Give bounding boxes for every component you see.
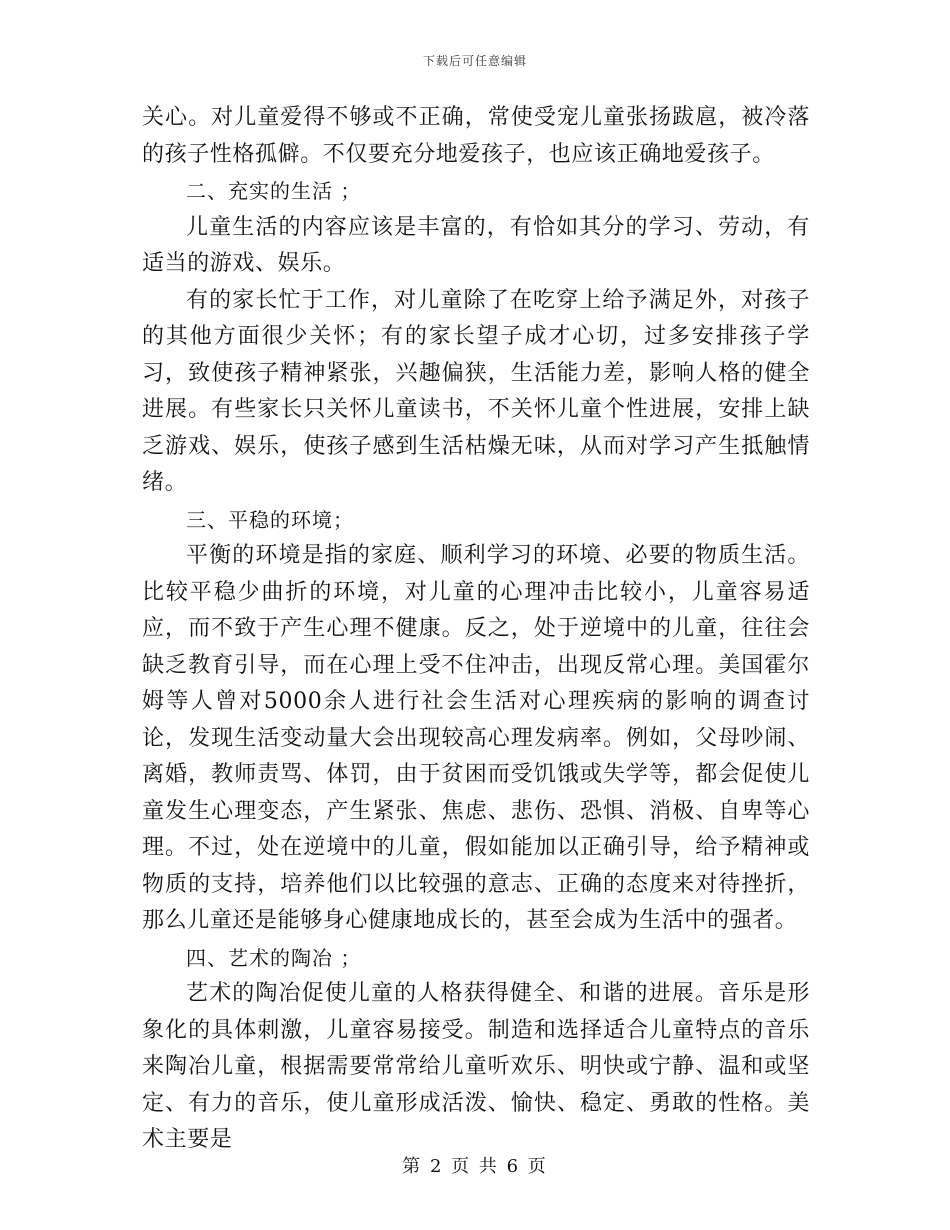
page-header: 下载后可任意编辑 (422, 54, 527, 68)
paragraph-continuation: 关心。对儿童爱得不够或不正确，常使受宠儿童张扬跋扈，被冷落的孩子性格孤僻。不仅要充分地爱孩子，也应该正确地爱孩子。 (142, 105, 810, 167)
document-body (142, 100, 810, 1159)
section-heading-2: 二、充实的生活 ； (186, 179, 362, 203)
paragraph: 艺术的陶冶促使儿童的人格获得健全、和谐的进展。音乐是形象化的具体刺激，儿童容易接受。制造和选择适合儿童特点的音乐来陶冶儿童，根据需要常常给儿童听欢乐、明快或宁静、温和或坚定、有力的音乐，使儿童形成活泼、愉快、稳定、勇敢的性格。美术主要是 (142, 981, 810, 1152)
paragraph: 儿童生活的内容应该是丰富的，有恰如其分的学习、劳动，有适当的游戏、娱乐。 (142, 214, 810, 276)
page-footer-page-number: 第 2 页 共 6 页 (402, 1156, 548, 1177)
paragraph: 有的家长忙于工作，对儿童除了在吃穿上给予满足外，对孩子的其他方面很少关怀；有的家长望子成才心切，过多安排孩子学习，致使孩子精神紧张，兴趣偏狭，生活能力差，影响人格的健全进展。有些家长只关怀儿童读书，不关怀儿童个性进展，安排上缺乏游戏、娱乐，使孩子感到生活枯燥无味，从而对学习产生抵触情绪。 (142, 287, 810, 495)
section-heading-4: 四、艺术的陶冶 ； (186, 945, 362, 970)
paragraph: 平衡的环境是指的家庭、顺利学习的环境、必要的物质生活。比较平稳少曲折的环境，对儿童的心理冲击比较小，儿童容易适应，而不致于产生心理不健康。反之，处于逆境中的儿童，往往会缺乏教育引导，而在心理上受不住冲击，出现反常心理。美国霍尔姆等人曾对5000余人进行社会生活对心理疾病的影响的调查讨论，发现生活变动量大会出现较高心理发病率。例如，父母吵闹、离婚，教师责骂、体罚，由于贫困而受饥饿或失学等，都会促使儿童发生心理变态，产生紧张、焦虑、悲伤、恐惧、消极、自卑等心理。不过，处在逆境中的儿童，假如能加以正确引导，给予精神或物质的支持，培养他们以比较强的意志、正确的态度来对待挫折，那么儿童还是能够身心健康地成长的，甚至会成为生活中的强者。 (142, 543, 810, 933)
section-heading-3: 三、平稳的环境； (186, 507, 354, 532)
